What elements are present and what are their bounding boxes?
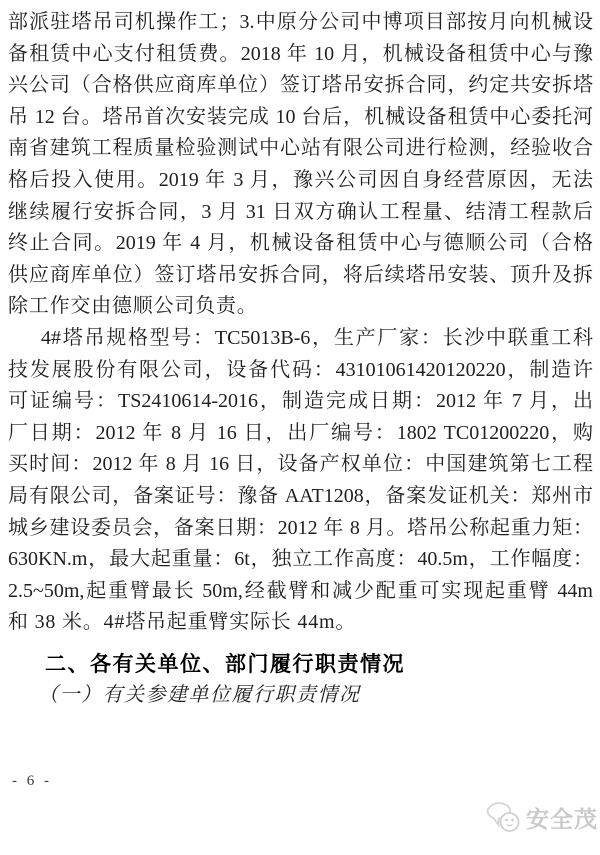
text-line: 继续履行安拆合同，3 月 31 日双方确认工程量、结清工程款后 <box>8 200 593 223</box>
section-heading: 二、各有关单位、部门履行职责情况 <box>45 652 405 676</box>
text-line: 城乡建设委员会，备案日期：2012 年 8 月。塔吊公称起重力矩： <box>8 516 593 539</box>
watermark-brand-text: 安全茂 <box>526 806 598 832</box>
text-line: 备租赁中心支付租赁费。2018 年 10 月，机械设备租赁中心与豫 <box>8 42 593 65</box>
text-line: 2.5~50m,起重臂最长 50m,经截臂和减少配重可实现起重臂 44m <box>8 579 593 602</box>
text-line: 可证编号：TS2410614-2016，制造完成日期：2012 年 7 月，出 <box>8 390 593 413</box>
text-line: 吊 12 台。塔吊首次安装完成 10 台后，机械设备租赁中心委托河 <box>8 105 593 128</box>
text-line: 供应商库单位）签订塔吊安拆合同，将后续塔吊安装、顶升及拆 <box>8 263 593 286</box>
text-line: 南省建筑工程质量检验测试中心站有限公司进行检测，经验收合 <box>8 137 593 160</box>
text-line: 买时间：2012 年 8 月 16 日，设备产权单位：中国建筑第七工程 <box>8 453 593 476</box>
text-line: 和 38 米。4#塔吊起重臂实际长 44m。 <box>8 611 357 634</box>
text-line: 兴公司（合格供应商库单位）签订塔吊安拆合同，约定共安拆塔 <box>8 74 593 97</box>
paragraph-crane-specs <box>8 323 593 639</box>
text-line: 4#塔吊规格型号：TC5013B-6，生产厂家：长沙中联重工科 <box>41 326 593 349</box>
text-line: 格后投入使用。2019 年 3 月，豫兴公司因自身经营原因，无法 <box>8 168 593 191</box>
text-line: 局有限公司，备案证号：豫备 AAT1208，备案发证机关：郑州市 <box>8 484 593 507</box>
text-line: 630KN.m，最大起重量：6t，独立工作高度：40.5m，工作幅度： <box>8 548 593 571</box>
anquanmao-logo-icon <box>485 802 522 834</box>
paragraph-rental-history <box>8 7 593 323</box>
text-line: 厂日期：2012 年 8 月 16 日，出厂编号：1802 TC01200220，购 <box>8 421 593 444</box>
text-line: 技发展股份有限公司，设备代码：43101061420120220，制造许 <box>8 358 593 381</box>
text-line: 除工作交由德顺公司负责。 <box>8 295 258 318</box>
page-number: - 6 - <box>12 773 52 789</box>
subsection-heading: （一）有关参建单位履行职责情况 <box>38 684 361 707</box>
text-line: 终止合同。2019 年 4 月，机械设备租赁中心与德顺公司（合格 <box>8 232 593 255</box>
watermark <box>485 801 598 834</box>
text-line: 部派驻塔吊司机操作工；3.中原分公司中博项目部按月向机械设 <box>8 11 593 33</box>
document-body <box>8 7 593 712</box>
